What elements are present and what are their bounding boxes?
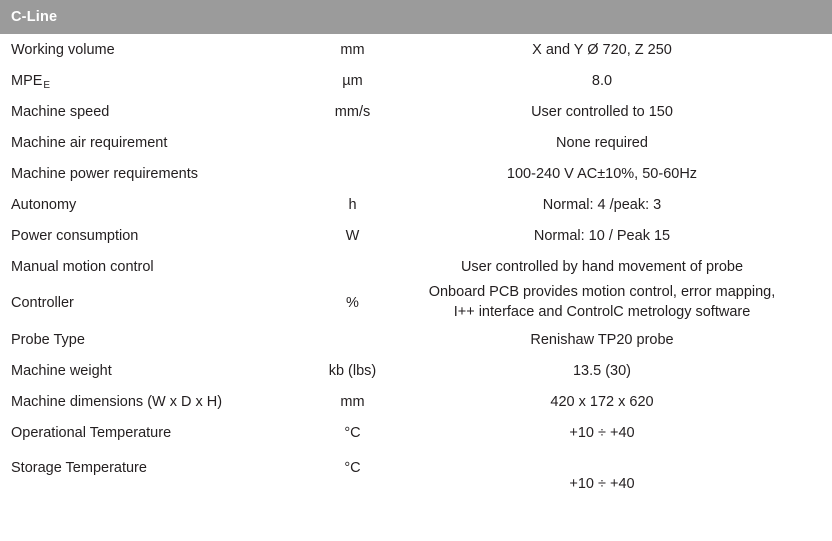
spec-label: Machine power requirements: [11, 165, 198, 182]
spec-label: Storage Temperature: [11, 460, 147, 476]
spec-label: Machine dimensions (W x D x H): [11, 393, 223, 410]
spec-unit: °C: [344, 424, 361, 441]
spec-value-line-1: Onboard PCB provides motion control, error mapping,: [428, 284, 776, 301]
spec-value: [405, 282, 832, 324]
spec-value: Renishaw TP20 probe: [530, 331, 674, 348]
spec-label: Probe Type: [11, 331, 85, 348]
spec-unit: [300, 127, 405, 158]
spec-value: User controlled by hand movement of probe: [460, 258, 744, 275]
table-row: [0, 158, 832, 189]
spec-unit: %: [346, 295, 359, 311]
spec-label: Working volume: [11, 41, 115, 58]
table-row: [0, 65, 832, 96]
spec-unit: kb (lbs): [328, 362, 377, 379]
spec-unit: h: [348, 196, 357, 213]
spec-unit: W: [345, 227, 360, 244]
table-row: [0, 282, 832, 324]
specifications-table: [0, 34, 832, 496]
table-row: [0, 34, 832, 65]
spec-value: 100-240 V AC±10%, 50-60Hz: [506, 165, 698, 182]
spec-value: Normal: 10 / Peak 15: [533, 227, 671, 244]
spec-unit: [300, 324, 405, 355]
spec-label: Autonomy: [11, 196, 77, 213]
spec-unit: °C: [344, 460, 361, 476]
spec-value: 420 x 172 x 620: [550, 393, 654, 410]
spec-label: Machine speed: [11, 103, 110, 120]
spec-unit: µm: [342, 72, 363, 89]
table-row: [0, 251, 832, 282]
spec-value: 8.0: [591, 72, 613, 89]
table-row: [0, 448, 832, 496]
spec-label-subscript: E: [43, 79, 51, 91]
spec-label: Machine weight: [11, 362, 112, 379]
spec-value: Normal: 4 /peak: 3: [542, 196, 662, 213]
spec-label: Machine air requirement: [11, 134, 168, 151]
spec-unit: mm/s: [334, 103, 371, 120]
table-row: [0, 355, 832, 386]
spec-label: [0, 65, 300, 96]
spec-label: Operational Temperature: [11, 424, 172, 441]
spec-value: User controlled to 150: [531, 103, 673, 120]
table-row: [0, 96, 832, 127]
spec-label: Controller: [11, 295, 74, 311]
page-title: C-Line: [0, 0, 832, 34]
spec-label: Manual motion control: [11, 258, 154, 275]
table-row: [0, 324, 832, 355]
spec-value: +10 ÷ +40: [569, 424, 635, 441]
spec-unit: mm: [340, 41, 365, 58]
spec-value: X and Y Ø 720, Z 250: [532, 41, 672, 58]
table-row: [0, 127, 832, 158]
table-row: [0, 417, 832, 448]
spec-value: None required: [556, 134, 648, 151]
table-row: [0, 220, 832, 251]
spec-label: Power consumption: [11, 227, 139, 244]
spec-value: +10 ÷ +40: [569, 476, 635, 492]
spec-value: 13.5 (30): [572, 362, 632, 379]
spec-value-line-2: I++ interface and ControlC metrology software: [453, 304, 751, 320]
table-row: [0, 189, 832, 220]
spec-unit: [300, 158, 405, 189]
spec-unit: mm: [340, 393, 365, 410]
spec-unit: [300, 251, 405, 282]
table-row: [0, 386, 832, 417]
spec-label-text: MPE: [11, 72, 43, 89]
